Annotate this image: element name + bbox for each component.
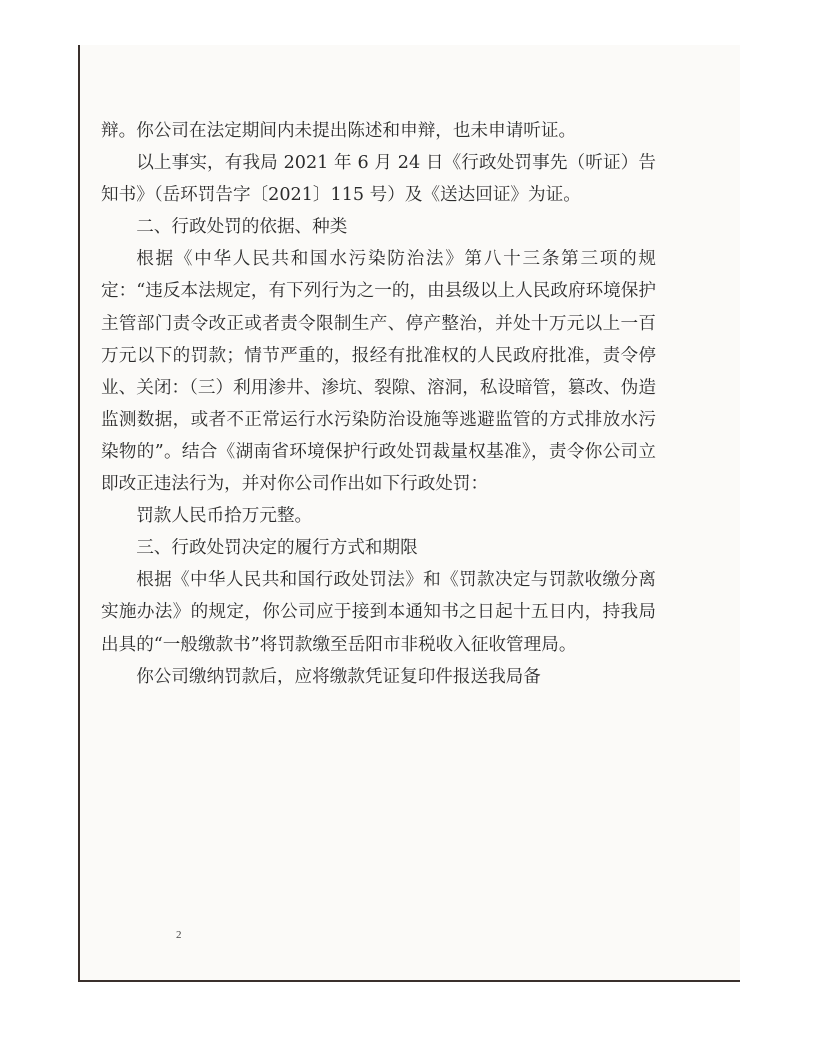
paragraph-evidence: 以上事实，有我局 2021 年 6 月 24 日《行政处罚事先（听证）告知书》（岳环罚告字〔2021〕115 号）及《送达回证》为证。	[101, 153, 656, 206]
paragraph-payment-method: 根据《中华人民共和国行政处罚法》和《罚款决定与罚款收缴分离实施办法》的规定，你公司应于接到本通知书之日起十五日内，持我局出具的“一般缴款书”将罚款缴至岳阳市非税收入征收管理局。	[101, 570, 656, 655]
paragraph-penalty: 罚款人民币拾万元整。	[136, 506, 313, 527]
page-number: 2	[176, 929, 182, 941]
document-body	[101, 115, 656, 693]
paragraph-legal-basis: 根据《中华人民共和国水污染防治法》第八十三条第三项的规定：“违反本法规定，有下列行为之一的，由县级以上人民政府环境保护主管部门责令改正或者责令限制生产、停产整治，并处十万元以上一百万元以下的罚款；情节严重的，报经有批准权的人民政府批准，责令停业、关闭：（三）利用渗井、渗坑、裂隙、溶洞，私设暗管，篡改、伪造监测数据，或者不正常运行水污染防治设施等逃避监管的方式排放水污染物的”。结合《湖南省环境保护行政处罚裁量权基准》，责令你公司立即改正违法行为，并对你公司作出如下行政处罚：	[101, 249, 656, 495]
section-heading-basis: 二、行政处罚的依据、种类	[136, 217, 348, 238]
section-heading-fulfillment: 三、行政处罚决定的履行方式和期限	[136, 538, 418, 559]
paragraph-statement-defense: 辩。你公司在法定期间内未提出陈述和申辩，也未申请听证。	[101, 121, 577, 141]
paragraph-payment-receipt: 你公司缴纳罚款后，应将缴款凭证复印件报送我局备	[136, 666, 541, 687]
